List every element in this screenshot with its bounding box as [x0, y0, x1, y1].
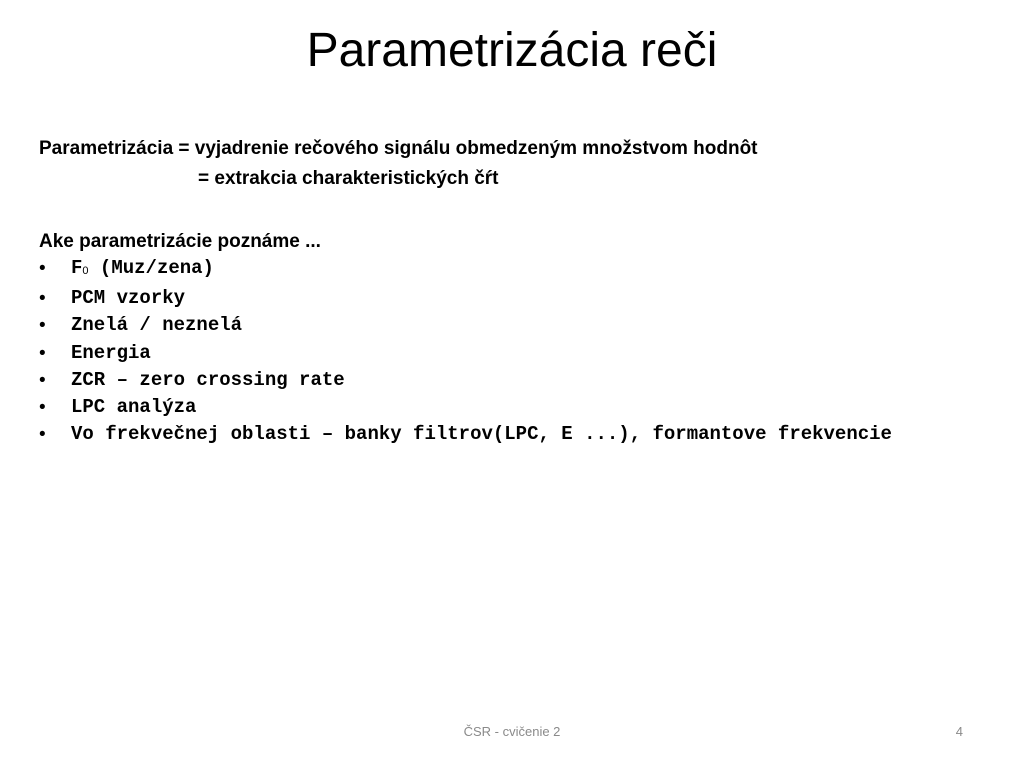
bullet-text: ZCR – zero crossing rate: [71, 368, 345, 391]
definition-line-1: Parametrizácia = vyjadrenie rečového signálu obmedzeným množstvom hodnôt: [39, 138, 758, 159]
bullet-item-lpc: [39, 394, 969, 421]
bullet-text: Znelá / neznelá: [71, 314, 243, 337]
bullet-text: LPC analýza: [71, 396, 197, 419]
bullet-icon: •: [39, 397, 46, 419]
slide-footer: ČSR - cvičenie 2: [463, 724, 561, 739]
bullet-text: PCM vzorky: [71, 287, 186, 310]
question-heading: Ake parametrizácie poznáme ...: [39, 231, 321, 252]
bullet-item-pcm: [39, 285, 969, 312]
bullet-icon: •: [39, 369, 46, 391]
bullet-subscript: 0: [82, 265, 89, 277]
slide-title: Parametrizácia reči: [306, 24, 718, 77]
page-number: 4: [955, 724, 963, 739]
bullet-item-frequency: [39, 421, 969, 448]
bullet-item-zcr: [39, 367, 969, 394]
bullet-icon: •: [39, 258, 46, 279]
bullet-item-f0: [39, 255, 969, 285]
bullet-icon: •: [39, 315, 46, 337]
definition-line-2: = extrakcia charakteristických čŕt: [198, 168, 499, 189]
bullet-text: F: [71, 257, 83, 279]
bullet-icon: •: [39, 424, 46, 446]
definition-block: [39, 134, 758, 194]
bullet-text: Energia: [71, 341, 151, 364]
bullet-text-rest: (Muz/zena): [88, 257, 214, 279]
bullet-list: [39, 255, 969, 448]
bullet-text: Vo frekvečnej oblasti – banky filtrov(LPC, E ...), formantove frekvencie: [71, 423, 892, 446]
bullet-item-voiced: [39, 312, 969, 339]
bullet-item-energy: [39, 340, 969, 367]
bullet-icon: •: [39, 342, 46, 364]
bullet-icon: •: [39, 288, 46, 310]
